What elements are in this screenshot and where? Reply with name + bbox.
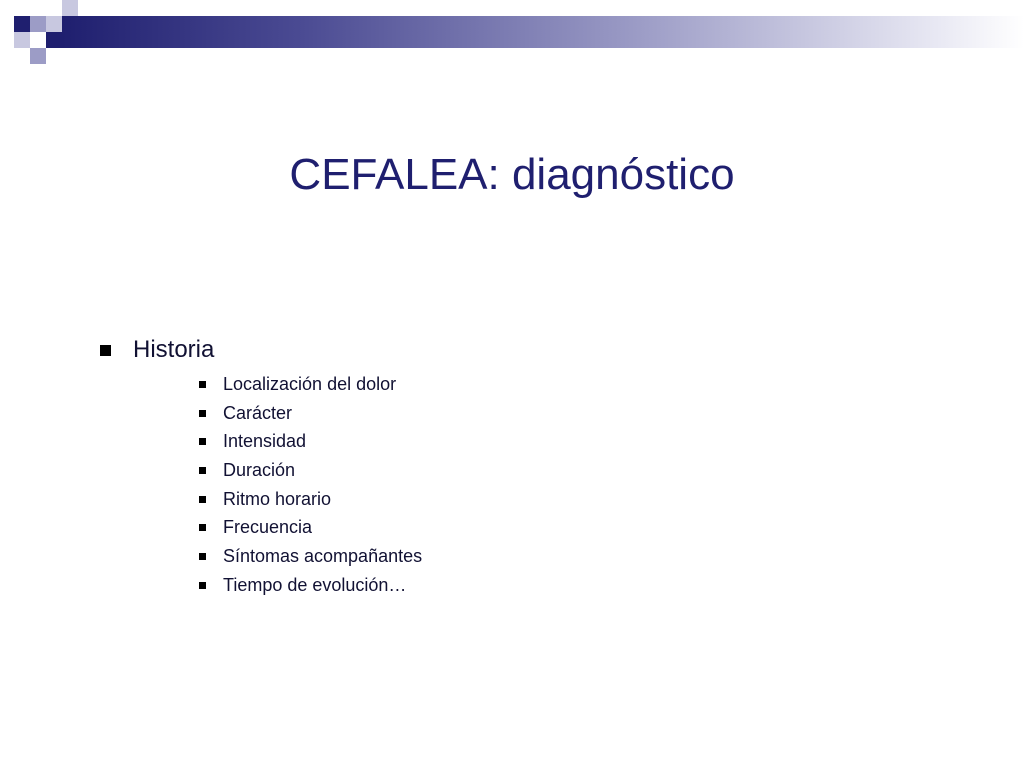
sub-bullet-item — [199, 399, 900, 428]
main-bullet-label: Historia — [133, 336, 215, 363]
square-bullet-icon — [100, 345, 111, 356]
sub-bullet-item — [199, 456, 900, 485]
slide-title: CEFALEA: diagnóstico — [289, 150, 735, 199]
square-bullet-icon — [199, 438, 206, 445]
square-bullet-icon — [199, 496, 206, 503]
decor-square — [30, 48, 46, 64]
square-bullet-icon — [199, 467, 206, 474]
sub-bullet-list — [100, 370, 900, 600]
sub-bullet-label: Intensidad — [223, 431, 307, 452]
square-bullet-icon — [199, 381, 206, 388]
decor-square — [30, 16, 46, 32]
decor-square — [46, 32, 62, 48]
sub-bullet-item — [199, 513, 900, 542]
sub-bullet-label: Frecuencia — [223, 517, 313, 538]
sub-bullet-item — [199, 370, 900, 399]
sub-bullet-label: Ritmo horario — [223, 488, 332, 509]
sub-bullet-item — [199, 542, 900, 571]
header-gradient-band — [62, 16, 1024, 48]
sub-bullet-label: Síntomas acompañantes — [223, 545, 423, 566]
sub-bullet-label: Tiempo de evolución… — [223, 574, 407, 595]
square-bullet-icon — [199, 410, 206, 417]
sub-bullet-item — [199, 571, 900, 600]
sub-bullet-label: Localización del dolor — [223, 373, 397, 394]
decor-square — [14, 32, 30, 48]
decor-square — [14, 16, 30, 32]
sub-bullet-label: Carácter — [223, 402, 293, 423]
square-bullet-icon — [199, 582, 206, 589]
decor-square — [46, 16, 62, 32]
sub-bullet-item — [199, 485, 900, 514]
square-bullet-icon — [199, 524, 206, 531]
square-bullet-icon — [199, 553, 206, 560]
decor-square — [62, 0, 78, 16]
main-bullet-item — [100, 334, 900, 366]
sub-bullet-label: Duración — [223, 459, 296, 480]
bullet-content — [100, 334, 900, 600]
sub-bullet-item — [199, 427, 900, 456]
